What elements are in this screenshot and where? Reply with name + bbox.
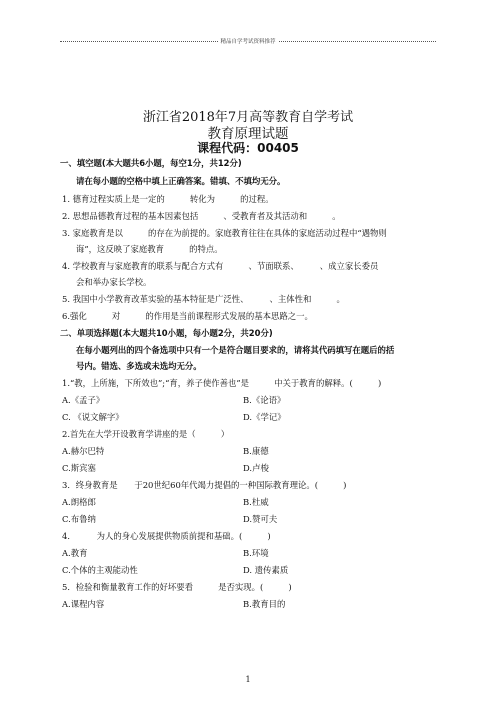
fill-question-2: 2. 思想品德教育过程的基本因素包括 、受教育者及其活动和 。 <box>62 211 341 221</box>
option-5b: B.教育目的 <box>243 599 286 609</box>
option-2c: C.斯宾塞 <box>62 463 96 473</box>
choice-question-5: 5．检验和衡量教育工作的好坏要看 是否实现。( ) <box>62 582 292 592</box>
choice-question-4: 4． 为人的身心发展提供物质前提和基础。( ) <box>62 531 271 541</box>
choice-question-1: 1.“教，上所施，下所效也”;“育，养子使作善也”是 中关于教育的解释。( ) <box>62 378 382 388</box>
header-dots-right <box>279 41 437 42</box>
option-1a: A.《孟子》 <box>62 395 105 405</box>
header-dots-left <box>60 41 218 42</box>
option-1d: D.《学记》 <box>243 412 286 422</box>
section1-instruction: 请在每小题的空格中填上正确答案。错填、不填均无分。 <box>76 176 286 186</box>
choice-question-3: 3．终身教育是 于20世纪60年代竭力提倡的一种国际教育理论。( ) <box>62 480 347 490</box>
fill-question-5: 5. 我国中小学教育改革实验的基本特征是广泛性、 、主体性和 。 <box>62 294 345 304</box>
option-2d: D.卢梭 <box>243 463 269 473</box>
fill-question-6: 6.强化 对 的作用是当前课程形式发展的基本思路之一。 <box>62 311 313 321</box>
choice-question-2: 2.首先在大学开设教育学讲座的是（ ） <box>62 429 230 439</box>
option-1c: C. 《说文解字》 <box>62 412 124 422</box>
option-5a: A.课程内容 <box>62 599 105 609</box>
option-2b: B.康德 <box>243 446 269 456</box>
option-3d: D.赞可夫 <box>243 514 278 524</box>
page-number: 1 <box>245 675 251 684</box>
option-4b: B.环境 <box>243 548 269 558</box>
option-4d: D. 遗传素质 <box>243 565 289 575</box>
section2-heading: 二、单项选择题(本大题共10小题，每小题2分，共20分) <box>60 328 273 338</box>
option-3a: A.朗格郎 <box>62 497 96 507</box>
header-text: 精品自学考试资料推荐 <box>220 39 276 45</box>
exam-title: 浙江省2018年7月高等教育自学考试 <box>142 110 354 125</box>
fill-question-4-cont: 会和举办家长学校。 <box>76 277 152 287</box>
section2-instruction: 在每小题列出的四个备选项中只有一个是符合题目要求的，请将其代码填写在题后的括 <box>76 345 395 355</box>
option-1b: B.《论语》 <box>243 395 286 405</box>
option-2a: A.赫尔巴特 <box>62 446 105 456</box>
subject-title: 教育原理试题 <box>207 126 289 142</box>
course-code: 课程代码：00405 <box>197 141 299 155</box>
fill-question-3: 3. 家庭教育是以 的存在为前提的。家庭教育往往在具体的家庭活动过程中“遇物则 <box>62 228 387 238</box>
option-3c: C.布鲁纳 <box>62 514 96 524</box>
page-header <box>60 36 436 46</box>
fill-question-3-cont: 诲”，这反映了家庭教育 的特点。 <box>76 244 223 254</box>
fill-question-4: 4. 学校教育与家庭教育的联系与配合方式有 、节面联系、 、成立家长委员 <box>62 261 379 271</box>
section1-heading: 一、填空题(本大题共6小题，每空1分，共12分) <box>60 158 242 168</box>
option-4a: A.教育 <box>62 548 88 558</box>
option-3b: B.杜威 <box>243 497 269 507</box>
fill-question-1: 1. 德育过程实质上是一定的 转化为 的过程。 <box>62 194 274 204</box>
option-4c: C.个体的主观能动性 <box>62 565 138 575</box>
section2-instruction-cont: 号内。错选、多选或未选均无分。 <box>76 361 202 371</box>
